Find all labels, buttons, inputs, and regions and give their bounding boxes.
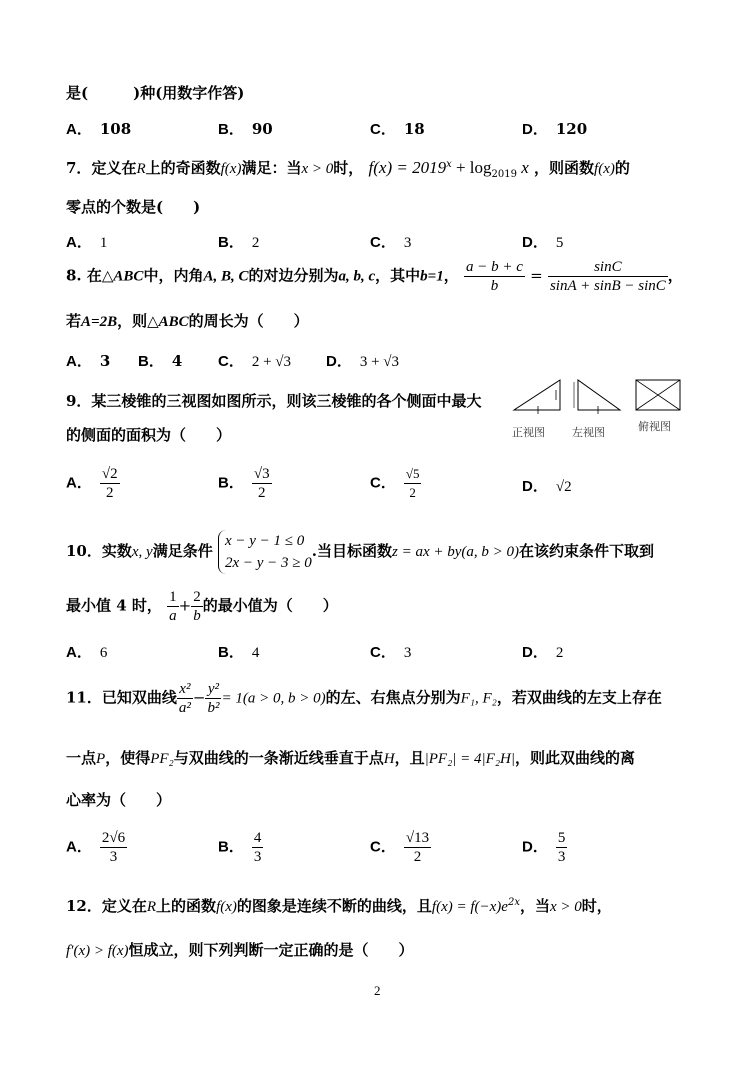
q8-option-d: D． 3 + √3 (326, 353, 400, 370)
q10-option-d: D． 2 (522, 644, 564, 661)
q8-line1: 8. 在△ABC中，内角A, B, C的对边分别为a, b, c，其中b=1， $\frac{a - b + c}{b}$ = $\frac{\sin C}{\sin A + \sin B - \sin C}$ ， (66, 259, 683, 294)
q6-option-d: D． 120 (522, 120, 588, 138)
three-view-figure (508, 376, 688, 416)
q11-line1: 11．已知双曲线 $\frac{\text{x²}}{\text{a²}}$ − $\frac{\text{y²}}{\text{b²}}$ = 1(a > 0, b > 0)的左、右焦点分别为F₁, F₂，若双曲线的左支上存在 (66, 681, 662, 716)
q8-fraction-left: $\frac{a - b + c}{b}$ (465, 259, 523, 294)
q6-tail: 是( )种(用数字作答) (66, 84, 245, 102)
top-view-icon (636, 380, 680, 410)
q8-fraction-right: $\frac{\sin C}{\sin A + \sin B - \sin C}$ (549, 259, 666, 294)
q6-option-b: B． 90 (218, 120, 273, 138)
q9-line2: 的侧面的面积为（ ） (66, 426, 232, 444)
q7-option-b: B． 2 (218, 234, 260, 251)
page-number: 2 (374, 983, 381, 998)
q8-line2: 若A=2B，则△ABC的周长为（ ） (66, 312, 309, 330)
q7-option-d: D． 5 (522, 234, 564, 251)
q9-option-a: A． $\frac{√2}{2}$ (66, 466, 118, 501)
q11-line3: 心率为（ ） (66, 791, 172, 809)
constraint-system: x − y − 1 ≤ 0 2x − y − 3 ≥ 0 (218, 530, 312, 574)
q10-option-c: C． 3 (370, 644, 412, 661)
q7-line2: 零点的个数是( ) (66, 198, 201, 216)
q8-option-c: C． 2 + √3 (218, 353, 292, 370)
q8-option-b: B． 4 (138, 352, 183, 370)
side-view-label: 左视图 (572, 426, 605, 439)
q9-option-c: C． $\frac{√5}{2}$ (370, 466, 420, 500)
q10-line1: 10．实数x, y满足条件 x − y − 1 ≤ 0 2x − y − 3 ≥ 0 .当目标函数z = ax + by(a, b > 0)在该约束条件下取到 (66, 530, 654, 574)
q10-option-b: B． 4 (218, 644, 260, 661)
q11-option-b: B． $\frac{4}{3}$ (218, 830, 262, 865)
q7-line1: 7．定义在R上的奇函数f(x)满足：当x > 0时， $f(x) = 2019^x + \log_{2019} x$ ，则函数f(x)的 (66, 158, 630, 180)
q12-line2: f′(x) > f(x)恒成立，则下列判断一定正确的是（ ） (66, 941, 414, 959)
q7-option-a: A． 1 (66, 234, 108, 251)
q7-option-c: C． 3 (370, 234, 412, 251)
front-view-icon (514, 380, 560, 414)
front-view-label: 正视图 (512, 426, 545, 439)
top-view-label: 俯视图 (638, 420, 671, 433)
q11-option-c: C． $\frac{√13}{2}$ (370, 830, 430, 865)
q8-option-a: A． 3 (66, 352, 111, 370)
q11-option-a: A． $\frac{2√6}{3}$ (66, 830, 126, 865)
q10-line2: 最小值 4 时， $\frac{1}{a}$ + $\frac{2}{b}$ 的最小值为（ ） (66, 589, 338, 624)
q6-option-a: A． 108 (66, 120, 132, 138)
q9-line1: 9．某三棱锥的三视图如图所示，则该三棱锥的各个侧面中最大 (66, 392, 482, 410)
q9-option-d: D． √2 (522, 478, 572, 495)
q12-line1: 12．定义在R上的函数f(x)的图象是连续不断的曲线，且$f(x) = f(-x)e^{2x}$，当x > 0时， (66, 897, 612, 915)
q9-option-b: B． $\frac{√3}{2}$ (218, 466, 270, 501)
q11-line2: 一点P，使得PF₂与双曲线的一条渐近线垂直于点H，且|PF₂| = 4|F₂H|，则此双曲线的离 (66, 749, 636, 767)
side-view-icon (574, 380, 620, 414)
q10-option-a: A． 6 (66, 644, 108, 661)
q11-option-d: D． $\frac{5}{3}$ (522, 830, 566, 865)
q6-option-c: C． 18 (370, 120, 425, 138)
